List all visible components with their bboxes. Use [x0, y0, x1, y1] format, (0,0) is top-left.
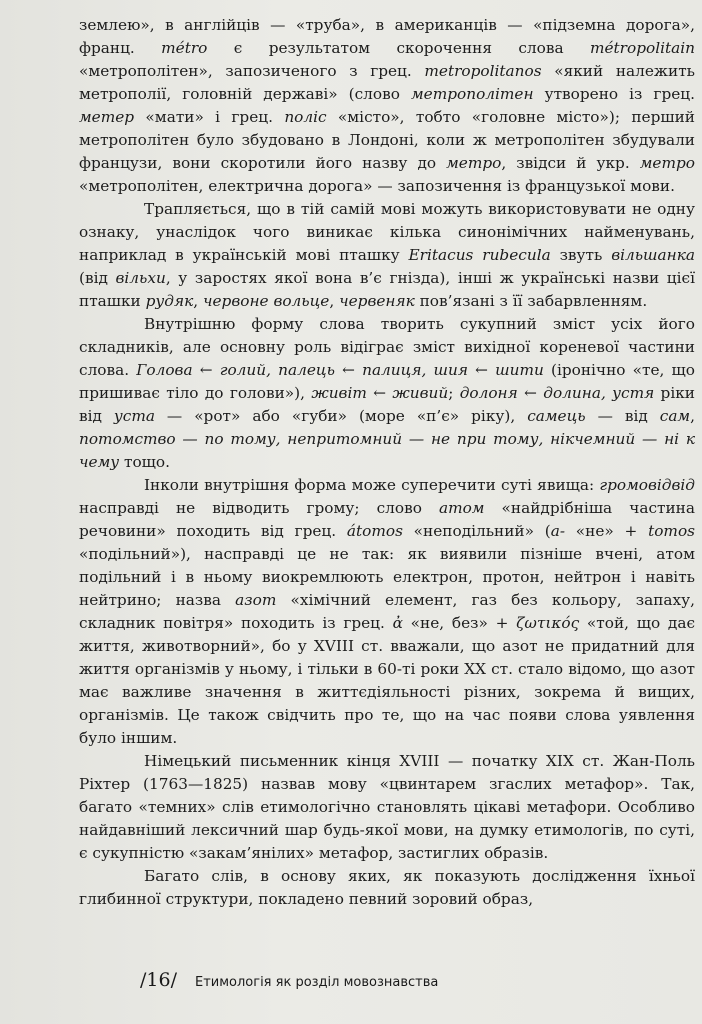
text-run: звуть	[550, 246, 612, 264]
text-run: «метрополітен», запозиченого з грец.	[79, 62, 425, 80]
text-run: Внутрішню форму слова творить сукупний зміст усіх його складників, але основну роль відіграє зміст вихідної кореневої частини слова.	[79, 315, 695, 379]
text-run: Трапляється, що в тій самій мові можуть використовувати не одну ознаку, унаслідок чого виникає кілька синонімічних найменувань, наприклад в українській мові пташку	[79, 200, 695, 264]
italic-term: поліс	[284, 108, 327, 126]
body-text	[79, 14, 695, 911]
italic-term: громовідвід	[599, 476, 695, 494]
text-run: ріки від	[79, 384, 695, 425]
text-run: пов’язані з її забарвленням.	[414, 292, 648, 310]
paragraph-inner-form	[79, 313, 695, 474]
italic-term: червоне вольце	[202, 292, 330, 310]
italic-term: сам	[659, 407, 691, 425]
italic-term: átomos	[346, 522, 403, 540]
italic-term: самець	[527, 407, 586, 425]
text-run: Інколи внутрішня форма може суперечити суті явища:	[144, 476, 600, 494]
italic-term: метер	[79, 108, 135, 126]
italic-term: червеняк	[339, 292, 415, 310]
text-run: «мати» і грец.	[134, 108, 285, 126]
text-run: «місто», тобто «головне місто»); перший метрополітен було збудовано в Лондоні, коли ж метрополітен збудували французи, вони скоротили його назву до	[79, 108, 695, 172]
paragraph-contradiction	[79, 474, 695, 750]
text-run: ,	[690, 407, 695, 425]
italic-term: tomos	[648, 522, 695, 540]
running-title: Етимологія як розділ мовознавства	[194, 975, 439, 990]
text-run: «хімічний елемент, газ без кольору, запаху, складник повітря» походить із грец.	[79, 591, 695, 632]
paragraph-visual-image	[79, 865, 695, 911]
text-run: «який належить метрополії, головній державі» (слово	[79, 62, 695, 103]
text-run: «не, без» +	[402, 614, 517, 632]
text-run: «метрополітен, електрична дорога» — запозичення із французької мови.	[79, 177, 675, 195]
page-number: /16/	[140, 969, 177, 991]
italic-term: ζωτικός	[516, 614, 580, 632]
italic-term: Голова ← голий, палець ← палиця, шия ← шити	[136, 361, 544, 379]
italic-term: métro	[161, 39, 208, 57]
text-run: — від	[585, 407, 660, 425]
italic-term: рудяк	[145, 292, 194, 310]
text-run: — «рот» або «губи» (море «п’є» ріку),	[154, 407, 528, 425]
italic-term: вільхи	[115, 269, 166, 287]
paragraph-synonyms	[79, 198, 695, 313]
text-run: насправді не відводить грому; слово	[79, 499, 439, 517]
paragraph-richter	[79, 750, 695, 865]
text-run: , у заростях якої вона в’є гнізда), інші ж українські назви цієї пташки	[79, 269, 695, 310]
text-run: «подільний»), насправді це не так: як виявили пізніше вчені, атом подільний і в ньому виокремлюють електрон, протон, нейтрон і навіть нейтрино; назва	[79, 545, 695, 609]
text-run: «неподільний» (	[402, 522, 551, 540]
text-run: , звідси й укр.	[501, 154, 640, 172]
italic-term: уста	[113, 407, 155, 425]
paragraph-metro	[79, 14, 695, 198]
text-run: є результатом скорочення слова	[207, 39, 590, 57]
page-footer	[140, 969, 438, 991]
text-run: ,	[329, 292, 340, 310]
italic-term: метро	[639, 154, 695, 172]
text-run: ;	[448, 384, 460, 402]
text-run: (від	[79, 269, 116, 287]
italic-term: Eritacus rubecula	[408, 246, 551, 264]
italic-term: долоня ← долина, устя	[459, 384, 655, 402]
italic-term: metropolitanos	[424, 62, 542, 80]
italic-term: вільшанка	[611, 246, 695, 264]
italic-term: живіт ← живий	[311, 384, 449, 402]
italic-term: потомство — по тому, непритомний — не при тому, нікчемний — ні к чему	[79, 430, 695, 471]
text-run: «найдрібніша частина речовини» походить від грец.	[79, 499, 695, 540]
italic-term: метро	[446, 154, 502, 172]
italic-term: атом	[438, 499, 485, 517]
text-run: ,	[193, 292, 203, 310]
text-run: (іронічно «те, що пришиває тіло до голови»),	[79, 361, 695, 402]
italic-term: métropolitain	[589, 39, 695, 57]
text-run: Багато слів, в основу яких, як показують дослідження їхньої глибинної структури, покладено певний зоровий образ,	[79, 867, 695, 908]
text-run: землею», в англійців — «труба», в американців — «підземна дорога», франц.	[79, 16, 695, 57]
text-run: утворено із грец.	[533, 85, 695, 103]
italic-term: азот	[235, 591, 277, 609]
italic-term: a-	[550, 522, 566, 540]
italic-term: метрополітен	[410, 85, 534, 103]
italic-term: ἀ	[392, 614, 403, 632]
text-run: «не» +	[565, 522, 649, 540]
text-run: «той, що дає життя, животворний», бо у XVIII ст. вважали, що азот не придатний для життя організмів у ньому, і тільки в 60-ті роки XX ст. стало відомо, що азот має важливе значення в життєдіяльності різних, зокрема й вищих, організмів. Це також свідчить про те, що на час появи слова уявлення було іншим.	[79, 614, 696, 747]
text-run: тощо.	[119, 453, 170, 471]
text-run: Німецький письменник кінця XVIII — початку XIX ст. Жан-Поль Ріхтер (1763—1825) назвав мову «цвинтарем згаслих метафор». Так, багато «темних» слів етимологічно становлять цікаві метафори. Особливо найдавніший лексичний шар будь-якої мови, на думку етимологів, по суті, є сукупністю «закам’янілих» метафор, застиглих образів.	[79, 752, 695, 862]
